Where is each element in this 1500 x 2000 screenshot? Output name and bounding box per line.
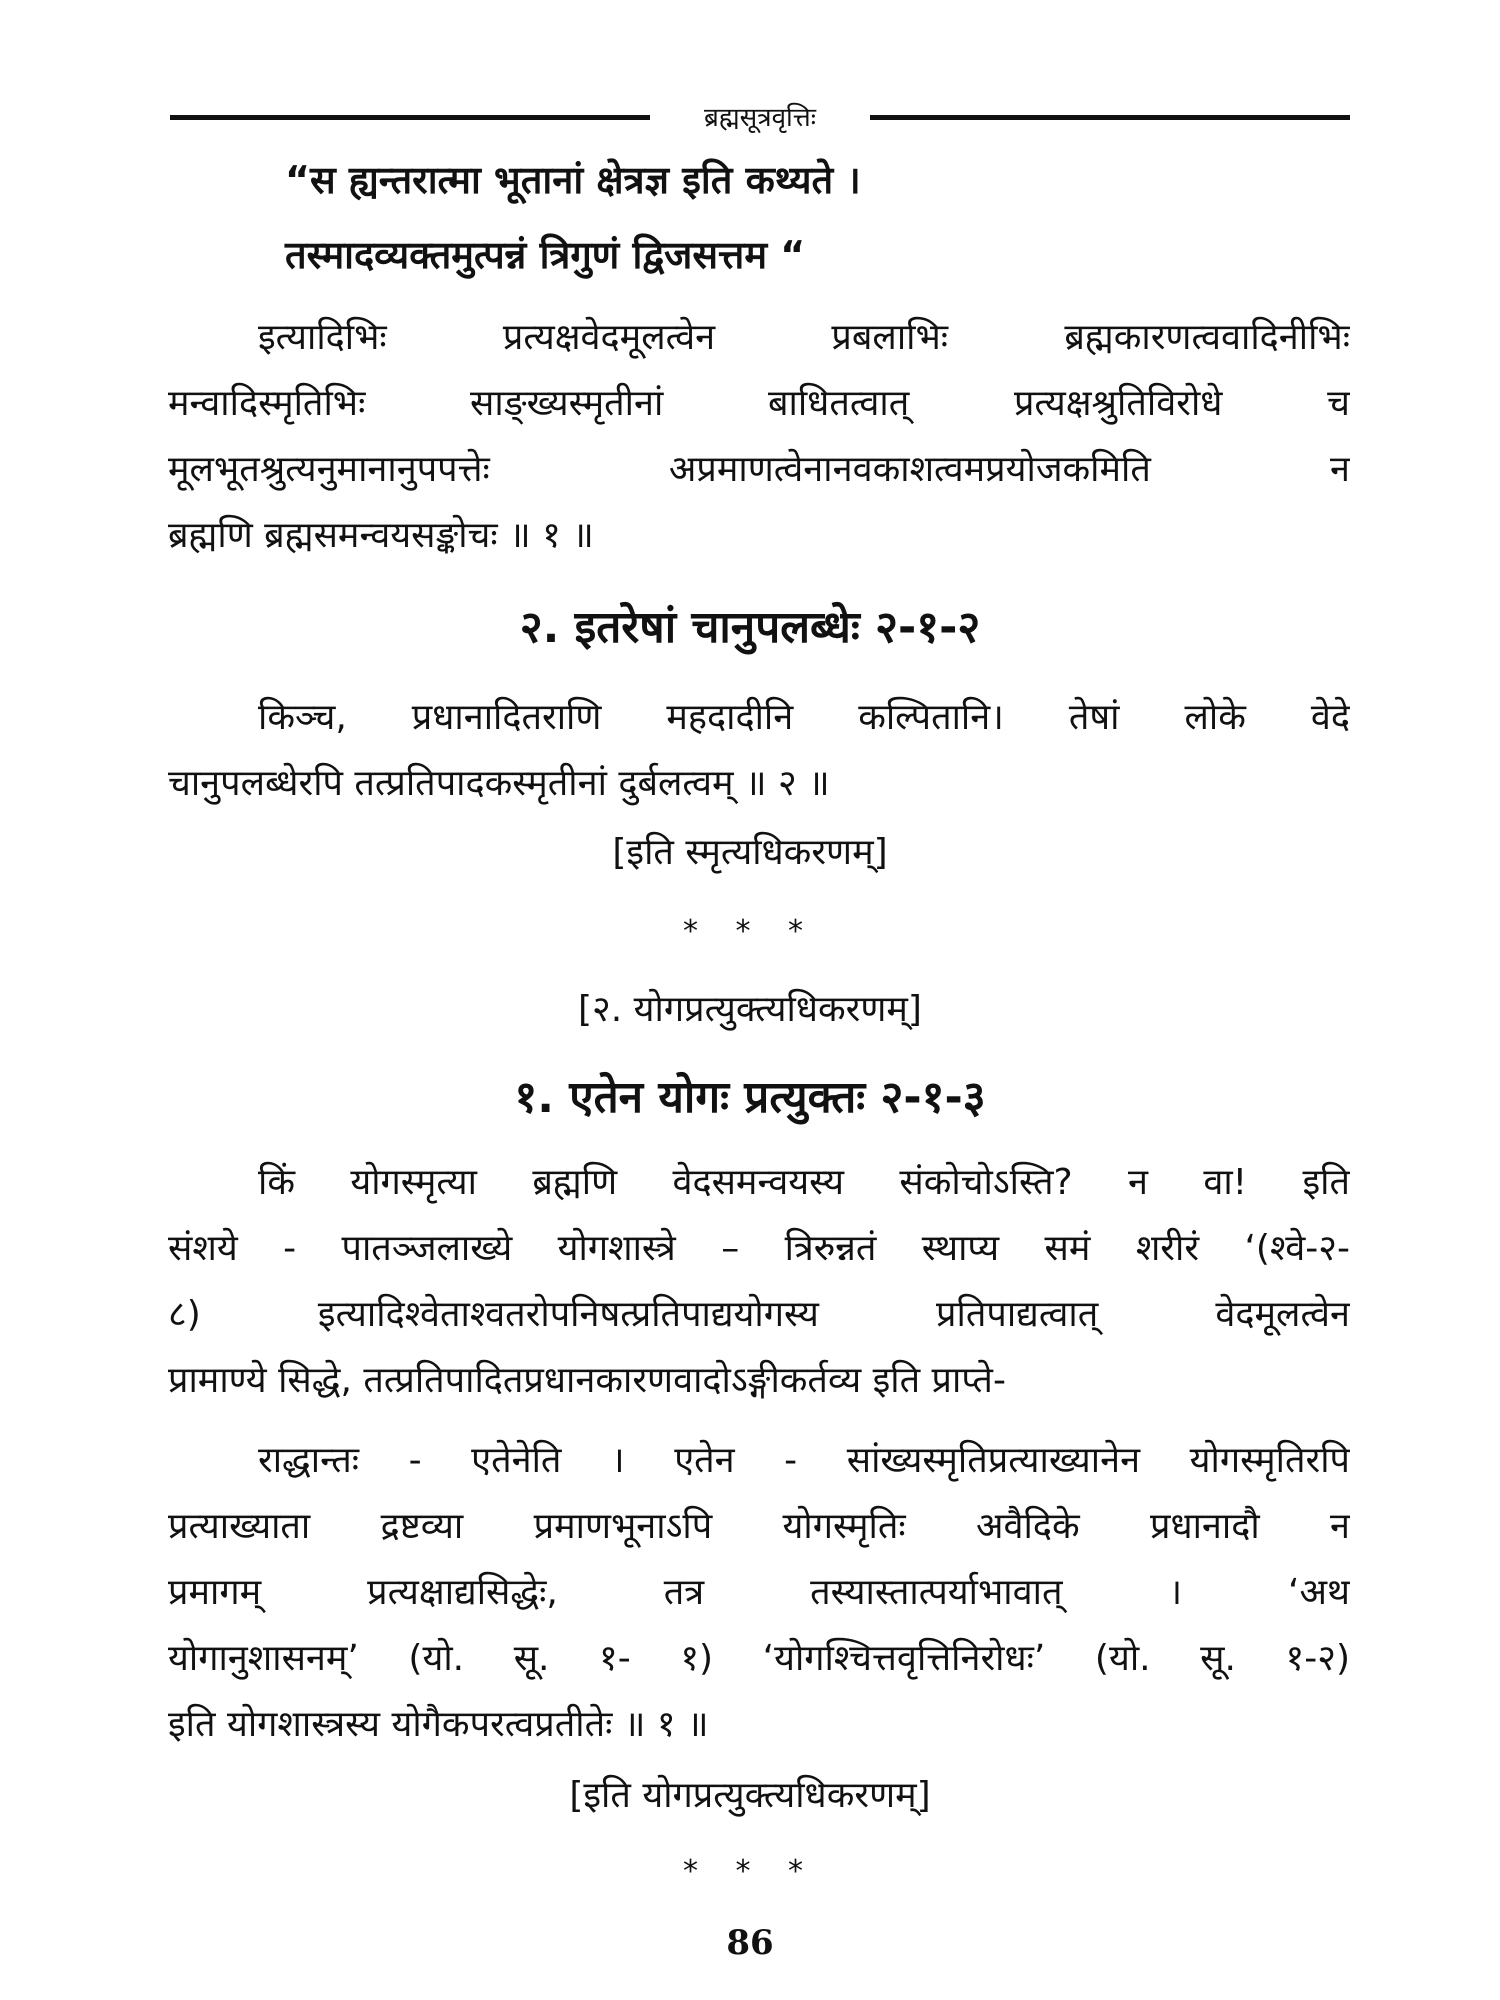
sutra-heading-2-1-2: २. इतरेषां चानुपलब्धेः २-१-२ — [519, 602, 981, 653]
verse-line-1: “स ह्यन्तरात्मा भूतानां क्षेत्रज्ञ इति कथ्यते । — [285, 158, 861, 202]
verse-line-2: तस्मादव्यक्तमुत्पन्नं त्रिगुणं द्विजसत्तम “ — [285, 233, 806, 277]
paragraph-line: मूलभूतश्रुत्यनुमानानुपपत्तेः अप्रमाणत्वेनानवकाशत्वमप्रयोजकमिति न — [168, 449, 1350, 490]
header-rule-right — [870, 115, 1350, 120]
paragraph-raddhanta — [168, 1428, 1350, 1758]
paragraph-line: ब्रह्मणि ब्रह्मसमन्वयसङ्कोचः ॥ १ ॥ — [168, 515, 594, 556]
paragraph-line: राद्धान्तः - एतेनेति । एतेन - सांख्यस्मृतिप्रत्याख्यानेन योगस्मृतिरपि — [258, 1440, 1350, 1481]
paragraph-line: संशये - पातञ्जलाख्ये योगशास्त्रे – त्रिरुन्नतं स्थाप्य समं शरीरं ‘(श्वे-२- — [168, 1228, 1350, 1269]
paragraph-line: प्रत्याख्याता द्रष्टव्या प्रमाणभूनाऽपि योगस्मृतिः अवैदिके प्रधानादौ न — [168, 1506, 1350, 1547]
paragraph-line: मन्वादिस्मृतिभिः साङ्ख्यस्मृतीनां बाधितत्वात् प्रत्यक्षश्रुतिविरोधे च — [168, 383, 1350, 424]
section-separator-1: * * * — [682, 914, 818, 949]
paragraph-line: योगानुशासनम्’ (यो. सू. १- १) ‘योगश्चित्तवृत्तिनिरोधः’ (यो. सू. १-२) — [168, 1638, 1350, 1679]
section-separator-2: * * * — [682, 1854, 818, 1889]
adhikarana-title-2: [२. योगप्रत्युक्त्यधिकरणम्] — [578, 989, 922, 1030]
paragraph-line: ८) इत्यादिश्वेताश्वतरोपनिषत्प्रतिपाद्ययोगस्य प्रतिपाद्यत्वात् वेदमूलत्वेन — [168, 1294, 1350, 1335]
running-header — [170, 98, 1350, 138]
paragraph-line: प्रामाण्ये सिद्धे, तत्प्रतिपादितप्रधानकारणवादोऽङ्गीकर्तव्य इति प्राप्ते- — [168, 1360, 1006, 1401]
paragraph-sutra-3 — [168, 1150, 1350, 1414]
header-title: ब्रह्मसूत्रवृत्तिः — [703, 103, 816, 133]
paragraph-line: इति योगशास्त्रस्य योगैकपरत्वप्रतीतेः ॥ १ ॥ — [168, 1704, 709, 1745]
paragraph-line: इत्यादिभिः प्रत्यक्षवेदमूलत्वेन प्रबलाभिः ब्रह्मकारणत्ववादिनीभिः — [258, 317, 1350, 358]
paragraph-line: चानुपलब्धेरपि तत्प्रतिपादकस्मृतीनां दुर्बलत्वम् ॥ २ ॥ — [168, 763, 830, 804]
paragraph-line: किं योगस्मृत्या ब्रह्मणि वेदसमन्वयस्य संकोचोऽस्ति? न वा! इति — [258, 1162, 1350, 1203]
adhikarana-closing-1: [इति स्मृत्यधिकरणम्] — [612, 832, 888, 873]
paragraph-line: किञ्च, प्रधानादितराणि महदादीनि कल्पितानि। तेषां लोके वेदे — [258, 697, 1350, 738]
paragraph-commentary-1 — [168, 305, 1350, 569]
paragraph-line: प्रमागम् प्रत्यक्षाद्यसिद्धेः, तत्र तस्यास्तात्पर्याभावात् । ‘अथ — [168, 1572, 1350, 1613]
sutra-heading-2-1-3: १. एतेन योगः प्रत्युक्तः २-१-३ — [514, 1072, 986, 1123]
adhikarana-closing-2: [इति योगप्रत्युक्त्यधिकरणम्] — [569, 1775, 931, 1816]
paragraph-sutra-2 — [168, 685, 1350, 817]
page-number: 86 — [726, 1923, 774, 1963]
